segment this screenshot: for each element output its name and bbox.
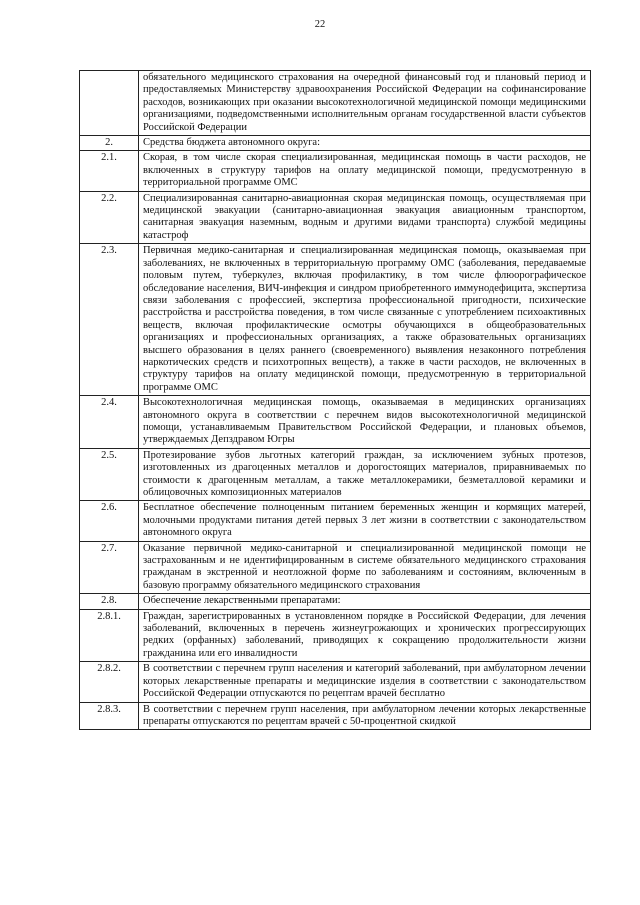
table-row — [80, 71, 591, 136]
row-number: 2.8. — [80, 594, 139, 609]
row-text: Граждан, зарегистрированных в установленном порядке в Российской Федерации, для лечения заболеваний, включенных в перечень жизнеугрожающих и хронических прогрессирующих редких (орфанных) заболеваний, приводящих к сокращению продолжительности жизни гражданина или его инвалидности — [139, 609, 591, 662]
row-number: 2.7. — [80, 541, 139, 594]
row-number: 2.1. — [80, 151, 139, 191]
table-row — [80, 609, 591, 662]
table-row — [80, 448, 591, 501]
row-text: Протезирование зубов льготных категорий граждан, за исключением зубных протезов, изготовленных из драгоценных металлов и дорогостоящих материалов, приравниваемых по стоимости к драгоценным металлам, а также металлокерамики, безметалловой керамики и облицовочных композиционных материалов — [139, 448, 591, 501]
table-row — [80, 702, 591, 730]
row-number: 2.8.2. — [80, 662, 139, 702]
row-text: Специализированная санитарно-авиационная скорая медицинская помощь, осуществляемая при медицинской эвакуации (санитарно-авиационная эвакуация авиационным транспортом, санитарная эвакуация наземным, водным и другими видами транспорта) службой медицины катастроф — [139, 191, 591, 244]
program-funding-table — [79, 70, 591, 730]
row-text: В соответствии с перечнем групп населения, при амбулаторном лечении которых лекарственные препараты отпускаются по рецептам врачей с 50-процентной скидкой — [139, 702, 591, 730]
row-text: Высокотехнологичная медицинская помощь, оказываемая в медицинских организациях автономного округа в соответствии с перечнем видов высокотехнологичной медицинской помощи, устанавливаемым Правительством Российской Федерации, и плановых объемов, утверждаемых Депздравом Югры — [139, 396, 591, 449]
row-number: 2.5. — [80, 448, 139, 501]
row-text: Обеспечение лекарственными препаратами: — [139, 594, 591, 609]
table-row — [80, 151, 591, 191]
table-row — [80, 136, 591, 151]
row-text: Скорая, в том числе скорая специализированная, медицинская помощь в части расходов, не включенных в структуру тарифов на оплату медицинской помощи, предусмотренную в территориальной программе ОМС — [139, 151, 591, 191]
table-row — [80, 501, 591, 541]
table-row — [80, 541, 591, 594]
row-number: 2. — [80, 136, 139, 151]
row-text: Первичная медико-санитарная и специализированная медицинская помощь, оказываемая при заболеваниях, не включенных в территориальную программу ОМС (заболевания, передаваемые половым путем, туберкулез, включая профилактику, в том числе флюорографическое обследование населения, ВИЧ-инфекция и синдром приобретенного иммунодефицита, экспертиза связи заболевания с профессией, экспертиза профессиональной пригодности, психические расстройства и расстройства поведения, в том числе связанные с употреблением психоактивных веществ, включая профилактические осмотры обучающихся в общеобразовательных организациях и профессиональных организациях, а также образовательных организациях высшего образования в целях раннего (своевременного) выявления незаконного потребления наркотических средств и психотропных веществ), а также в части расходов, не включенных в структуру тарифов на оплату медицинской помощи, предусмотренную в территориальной программе ОМС — [139, 244, 591, 396]
table-row — [80, 396, 591, 449]
row-text: В соответствии с перечнем групп населения и категорий заболеваний, при амбулаторном лечении которых лекарственные препараты и медицинские изделия в соответствии с законодательством Российской Федерации отпускаются по рецептам врачей бесплатно — [139, 662, 591, 702]
row-number: 2.8.1. — [80, 609, 139, 662]
table-row — [80, 191, 591, 244]
row-number: 2.6. — [80, 501, 139, 541]
table-row — [80, 244, 591, 396]
page-number: 22 — [314, 19, 326, 30]
table-row — [80, 662, 591, 702]
row-number: 2.2. — [80, 191, 139, 244]
row-number: 2.8.3. — [80, 702, 139, 730]
row-text: Оказание первичной медико-санитарной и специализированной медицинской помощи не застрахованным и не идентифицированным в системе обязательного медицинского страхования гражданам в экстренной и неотложной форме по заболеваниям и состояниям, включенным в базовую программу обязательного медицинского страхования — [139, 541, 591, 594]
row-number: 2.3. — [80, 244, 139, 396]
row-text: Средства бюджета автономного округа: — [139, 136, 591, 151]
table-row — [80, 594, 591, 609]
row-text: обязательного медицинского страхования на очередной финансовый год и плановый период и предоставляемых Министерству здравоохранения Российской Федерации на софинансирование расходов, возникающих при оказании высокотехнологичной медицинской помощи медицинскими организациями, подведомственными исполнительным органам государственной власти субъектов Российской Федерации — [139, 71, 591, 136]
row-number: 2.4. — [80, 396, 139, 449]
row-number — [80, 71, 139, 136]
row-text: Бесплатное обеспечение полноценным питанием беременных женщин и кормящих матерей, молочными продуктами питания детей первых 3 лет жизни в соответствии с законодательством автономного округа — [139, 501, 591, 541]
